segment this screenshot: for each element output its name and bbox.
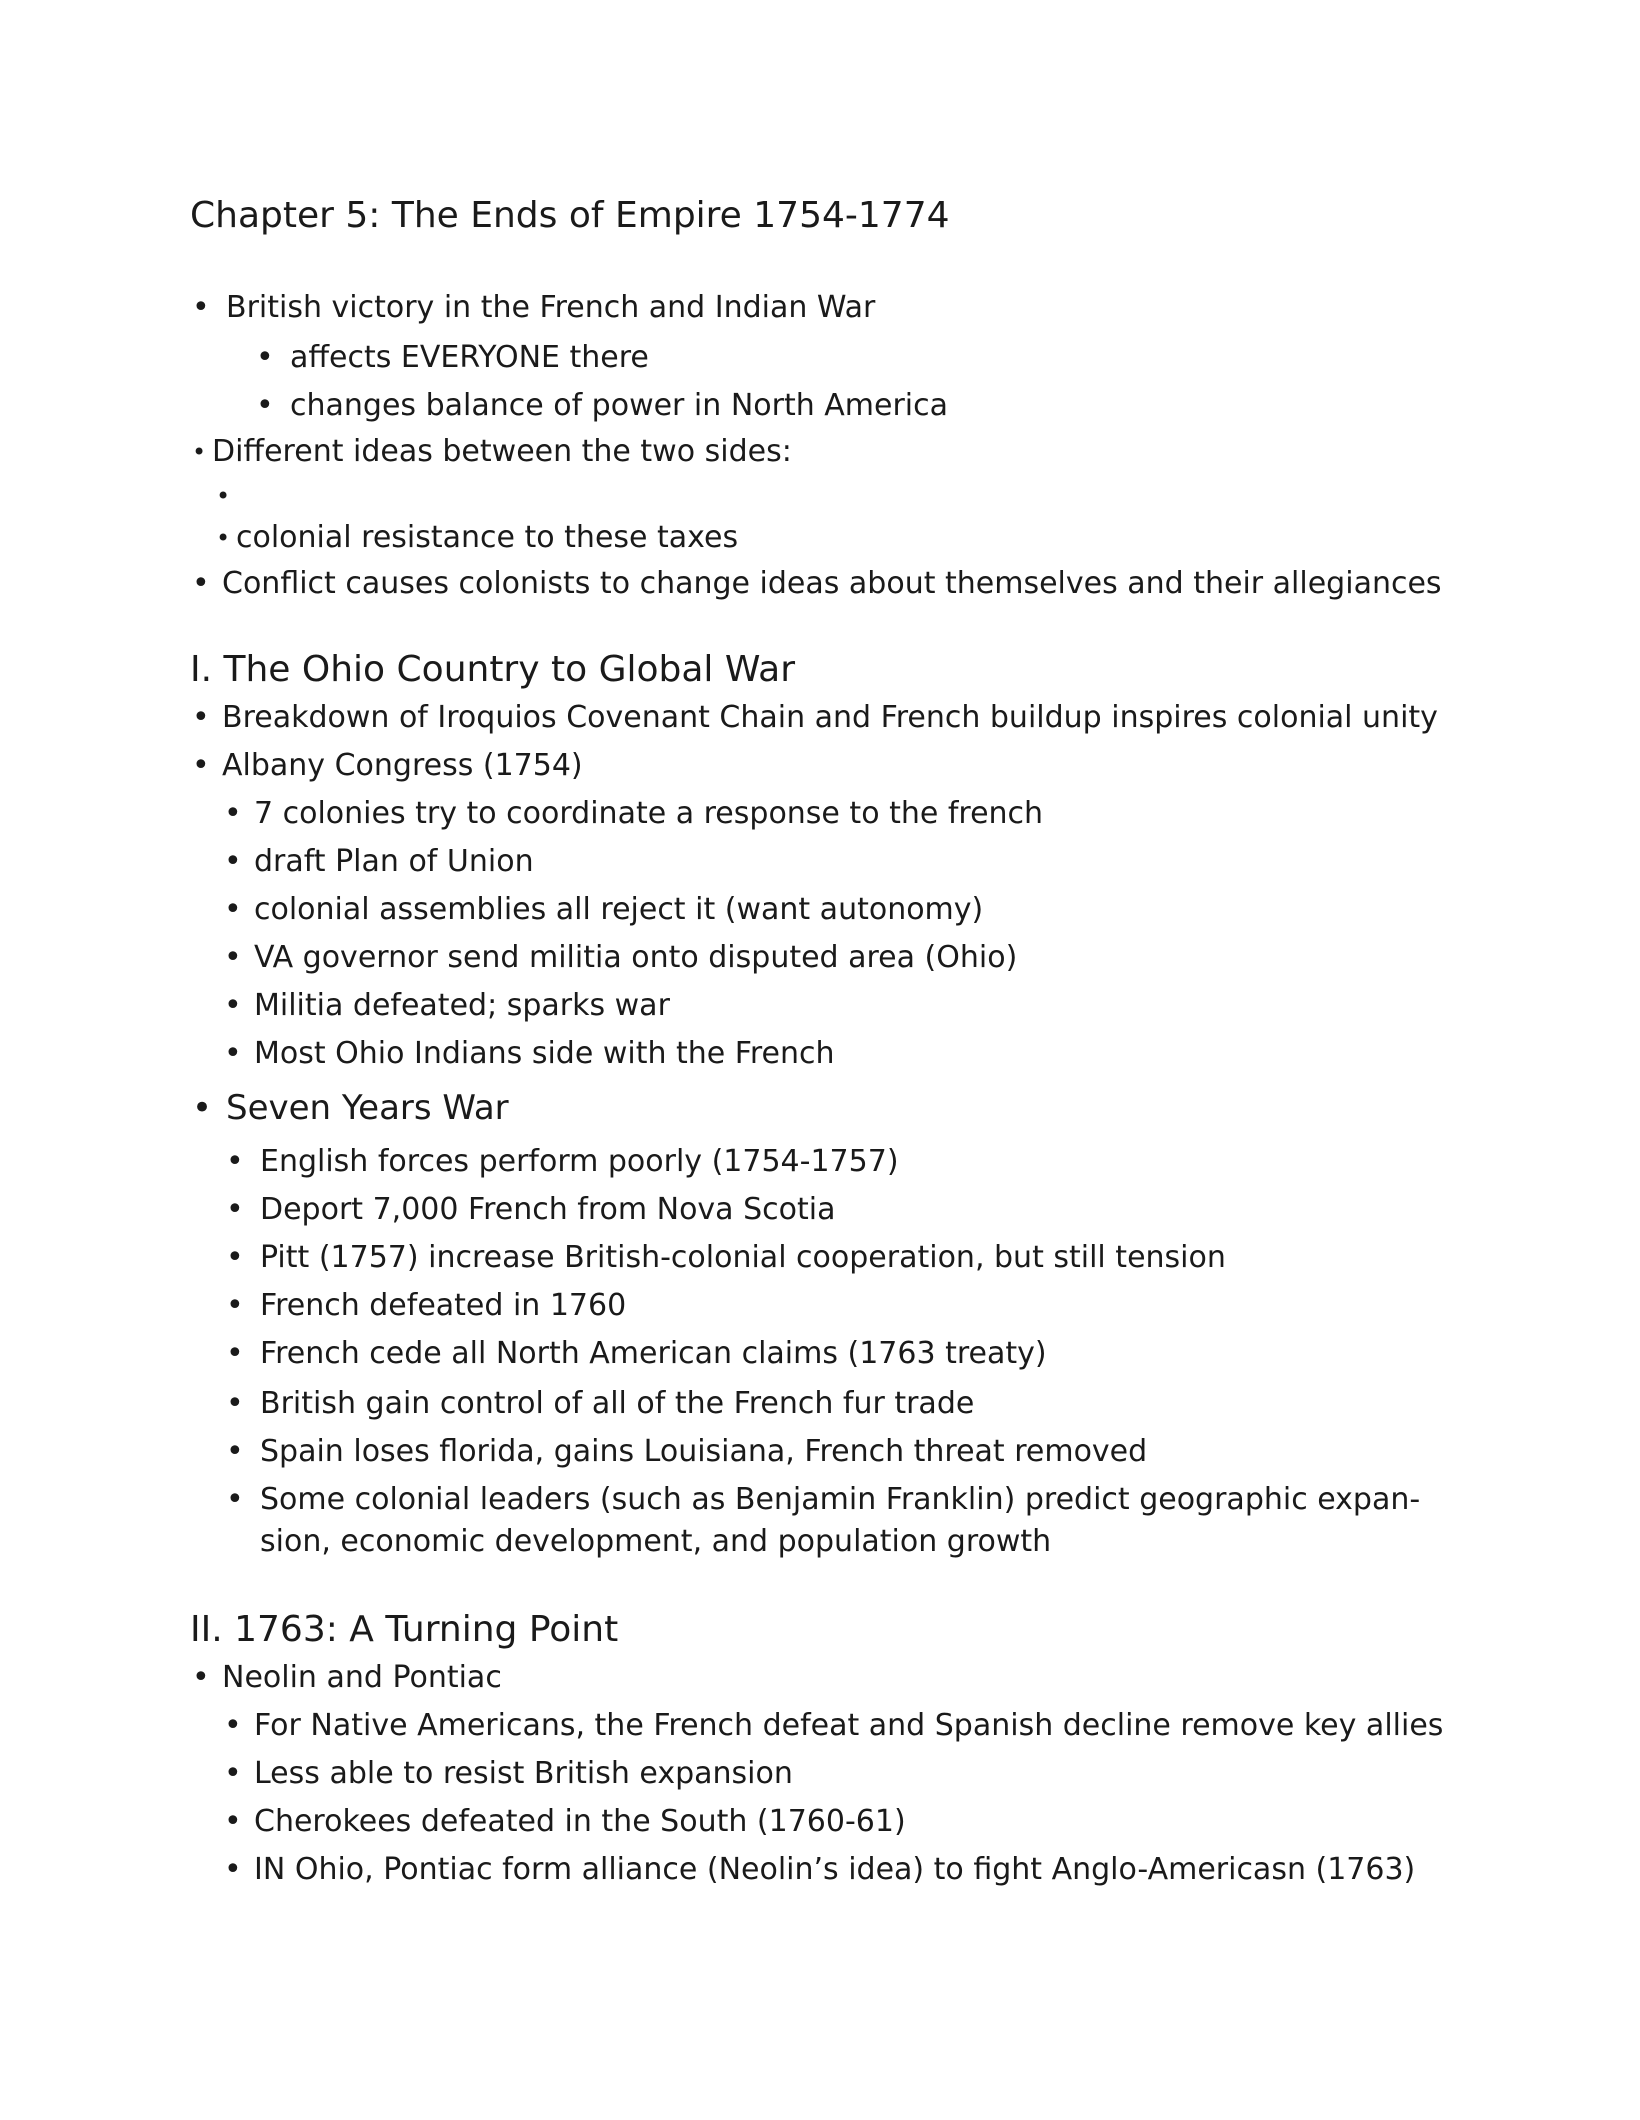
- bullet-icon: •: [226, 1336, 244, 1371]
- section-1-bullet-3: Seven Years War: [226, 1088, 509, 1128]
- bullet-icon: •: [224, 1036, 242, 1071]
- section-2-heading: II. 1763: A Turning Point: [190, 1609, 619, 1650]
- neolin-item: Cherokees defeated in the South (1760-61): [254, 1804, 906, 1839]
- neolin-item: For Native Americans, the French defeat and Spanish decline remove key allies: [254, 1708, 1444, 1743]
- bullet-icon: •: [226, 1386, 244, 1421]
- bullet-icon: •: [256, 388, 274, 423]
- intro-sub-bullet-3: colonial resistance to these taxes: [236, 520, 739, 555]
- bullet-icon: •: [224, 892, 242, 927]
- bullet-icon: •: [192, 290, 210, 325]
- bullet-icon: •: [224, 1756, 242, 1791]
- seven-years-item: Deport 7,000 French from Nova Scotia: [260, 1192, 836, 1227]
- bullet-icon: •: [224, 1708, 242, 1743]
- bullet-icon: •: [224, 988, 242, 1023]
- bullet-icon: •: [192, 438, 207, 466]
- seven-years-item: French defeated in 1760: [260, 1288, 627, 1323]
- bullet-icon: •: [226, 1144, 244, 1179]
- intro-bullet-3: Conflict causes colonists to change ideas about themselves and their allegiances: [222, 566, 1442, 601]
- bullet-icon: •: [226, 1288, 244, 1323]
- seven-years-item-continued: sion, economic development, and population growth: [260, 1524, 1052, 1559]
- albany-item: draft Plan of Union: [254, 844, 534, 879]
- bullet-icon: •: [216, 524, 231, 552]
- bullet-icon: •: [226, 1192, 244, 1227]
- bullet-icon: •: [192, 1660, 210, 1695]
- intro-bullet-1: British victory in the French and Indian War: [226, 290, 876, 325]
- intro-sub-bullet-2: changes balance of power in North America: [290, 388, 949, 423]
- neolin-item: Less able to resist British expansion: [254, 1756, 793, 1791]
- page-title: Chapter 5: The Ends of Empire 1754-1774: [190, 195, 950, 236]
- bullet-icon: •: [226, 1482, 244, 1517]
- albany-item: 7 colonies try to coordinate a response to the french: [254, 796, 1044, 831]
- seven-years-item: British gain control of all of the French fur trade: [260, 1386, 975, 1421]
- bullet-icon: •: [224, 1852, 242, 1887]
- albany-item: Militia defeated; sparks war: [254, 988, 670, 1023]
- neolin-item: IN Ohio, Pontiac form alliance (Neolin’s idea) to fight Anglo-Americasn (1763): [254, 1852, 1416, 1887]
- intro-bullet-2: Different ideas between the two sides:: [212, 434, 792, 469]
- section-2-bullet-1: Neolin and Pontiac: [222, 1660, 502, 1695]
- albany-item: colonial assemblies all reject it (want autonomy): [254, 892, 984, 927]
- bullet-icon: •: [216, 482, 231, 510]
- albany-item: VA governor send militia onto disputed area (Ohio): [254, 940, 1018, 975]
- section-1-bullet-2: Albany Congress (1754): [222, 748, 583, 783]
- section-1-bullet-1: Breakdown of Iroquios Covenant Chain and French buildup inspires colonial unity: [222, 700, 1438, 735]
- seven-years-item: Pitt (1757) increase British-colonial cooperation, but still tension: [260, 1240, 1226, 1275]
- bullet-icon: •: [226, 1240, 244, 1275]
- bullet-icon: •: [224, 844, 242, 879]
- section-1-heading: I. The Ohio Country to Global War: [190, 649, 796, 690]
- seven-years-item: Some colonial leaders (such as Benjamin Franklin) predict geographic expan-: [260, 1482, 1421, 1517]
- seven-years-item: Spain loses florida, gains Louisiana, French threat removed: [260, 1434, 1148, 1469]
- intro-sub-bullet-1: affects EVERYONE there: [290, 340, 649, 375]
- bullet-icon: •: [224, 796, 242, 831]
- bullet-icon: •: [224, 1804, 242, 1839]
- bullet-icon: •: [192, 1088, 213, 1128]
- albany-item: Most Ohio Indians side with the French: [254, 1036, 835, 1071]
- bullet-icon: •: [192, 748, 210, 783]
- seven-years-item: English forces perform poorly (1754-1757): [260, 1144, 899, 1179]
- bullet-icon: •: [256, 340, 274, 375]
- bullet-icon: •: [192, 566, 210, 601]
- bullet-icon: •: [224, 940, 242, 975]
- seven-years-item: French cede all North American claims (1763 treaty): [260, 1336, 1047, 1371]
- bullet-icon: •: [226, 1434, 244, 1469]
- bullet-icon: •: [192, 700, 210, 735]
